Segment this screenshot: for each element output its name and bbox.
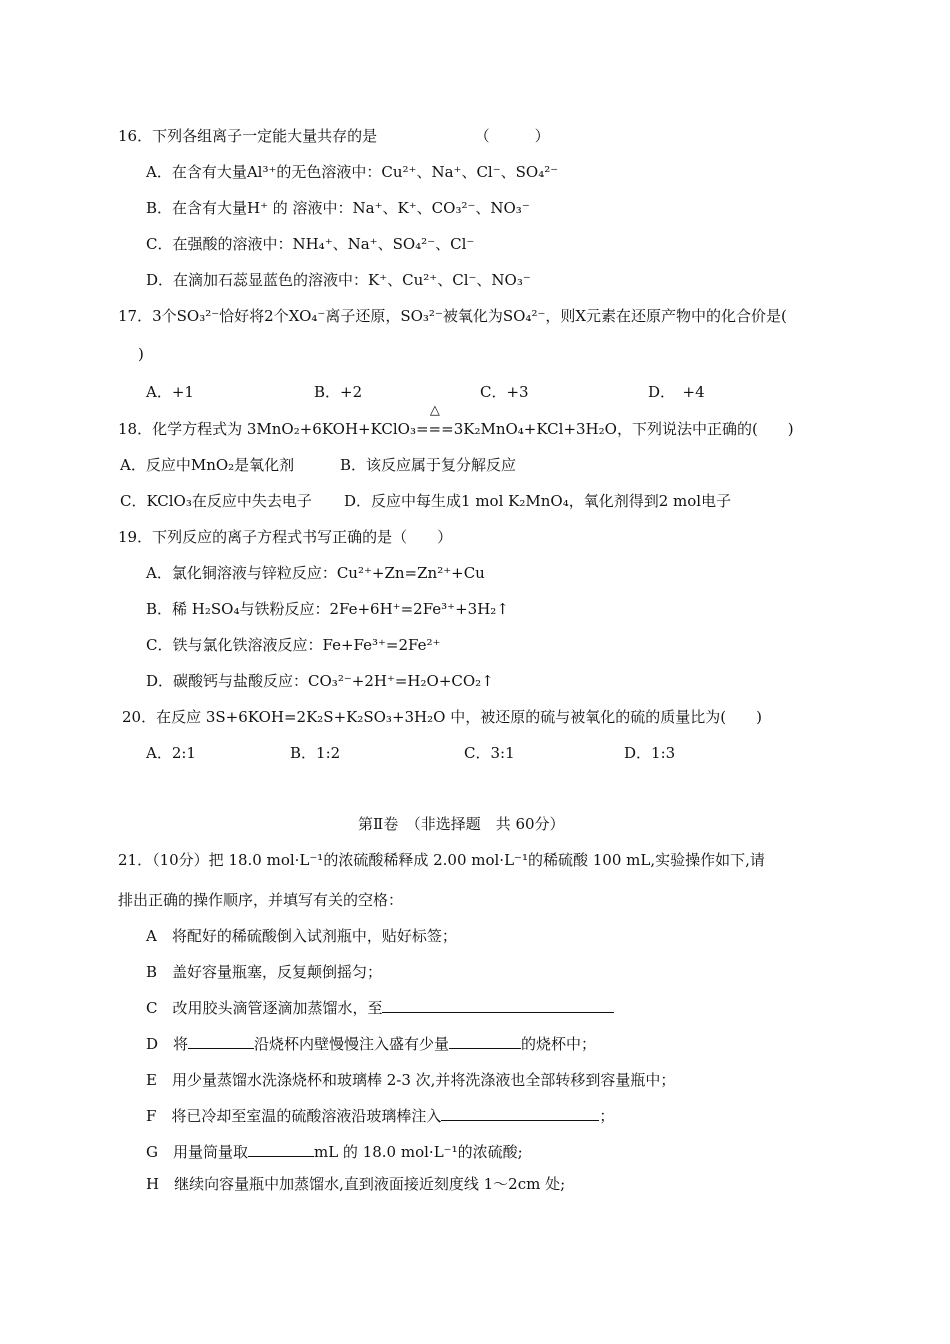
q19-option-b: B．稀 H₂SO₄与铁粉反应：2Fe+6H⁺=2Fe³⁺+3H₂↑ <box>146 600 509 618</box>
q21-step-a: A 将配好的稀硫酸倒入试剂瓶中，贴好标签； <box>146 927 457 945</box>
q21-step-e: E 用少量蒸馏水洗涤烧杯和玻璃棒 2-3 次,并将洗涤液也全部转移到容量瓶中； <box>146 1071 676 1089</box>
q21-step-g-post: mL 的 18.0 mol·L⁻¹的浓硫酸; <box>313 1143 523 1161</box>
q21-step-b: B 盖好容量瓶塞，反复颠倒摇匀； <box>146 963 383 981</box>
q18-option-d: D．反应中每生成1 mol K₂MnO₄，氧化剂得到2 mol电子 <box>344 492 732 510</box>
q17-stem: 17．3个SO₃²⁻恰好将2个XO₄⁻离子还原，SO₃²⁻被氧化为SO₄²⁻，则X元素在还原产物中的化合价是( <box>118 307 787 325</box>
q17-stem-end: ) <box>138 345 144 363</box>
q19-stem: 19．下列反应的离子方程式书写正确的是（ ） <box>118 528 453 546</box>
q16-option-c: C．在强酸的溶液中：NH₄⁺、Na⁺、SO₄²⁻、Cl⁻ <box>146 235 475 253</box>
q21-step-c <box>146 998 614 1018</box>
q21-stem-2: 排出正确的操作顺序，并填写有关的空格： <box>118 891 404 909</box>
q17-option-b: B．+2 <box>314 383 363 401</box>
q21-step-d-pre: D 将 <box>146 1035 189 1053</box>
q20-option-b: B．1:2 <box>290 744 341 762</box>
q20-stem: 20．在反应 3S+6KOH=2K₂S+K₂SO₃+3H₂O 中，被还原的硫与被氧化的硫的质量比为( ) <box>122 708 762 726</box>
q21-step-g-pre: G 用量筒量取 <box>146 1143 248 1161</box>
q18-option-c: C．KClO₃在反应中失去电子 <box>120 492 312 510</box>
q21-step-h: H 继续向容量瓶中加蒸馏水,直到液面接近刻度线 1～2cm 处; <box>146 1175 566 1193</box>
q18-stem-pre: 18．化学方程式为 3MnO₂+6KOH+KClO₃ <box>118 420 416 438</box>
q20-option-d: D．1:3 <box>624 744 676 762</box>
q16-option-d: D．在滴加石蕊显蓝色的溶液中：K⁺、Cu²⁺、Cl⁻、NO₃⁻ <box>146 271 531 289</box>
q17-option-c: C．+3 <box>480 383 529 401</box>
q16-option-a: A．在含有大量Al³⁺的无色溶液中：Cu²⁺、Na⁺、Cl⁻、SO₄²⁻ <box>146 163 559 181</box>
q20-option-a: A．2:1 <box>146 744 196 762</box>
q21-step-d <box>146 1034 596 1054</box>
q21-step-d-post: 的烧杯中； <box>521 1035 597 1053</box>
q19-option-a: A．氯化铜溶液与锌粒反应：Cu²⁺+Zn=Zn²⁺+Cu <box>146 564 485 582</box>
reaction-condition <box>415 403 454 439</box>
answer-blank-d2[interactable] <box>449 1034 521 1049</box>
heat-triangle: △ <box>429 403 440 418</box>
q21-step-f-post: ； <box>599 1107 615 1125</box>
q18-option-b: B．该反应属于复分解反应 <box>340 456 517 474</box>
q20-option-c: C．3:1 <box>464 744 515 762</box>
q17-option-a: A．+1 <box>146 383 194 401</box>
q21-step-g <box>146 1142 523 1162</box>
q21-stem: 21．（10分）把 18.0 mol·L⁻¹的浓硫酸稀释成 2.00 mol·L⁻¹的稀硫酸 100 mL,实验操作如下,请 <box>118 851 765 869</box>
q16-stem: 16．下列各组离子一定能大量共存的是 （ ） <box>118 127 550 145</box>
q18-option-a: A．反应中MnO₂是氧化剂 <box>120 456 295 474</box>
q17-option-d: D． +4 <box>648 383 705 401</box>
q21-step-f-pre: F 将已冷却至室温的硫酸溶液沿玻璃棒注入 <box>146 1107 442 1125</box>
section-title: 第Ⅱ卷 （非选择题 共 60分） <box>358 815 565 833</box>
answer-blank-g[interactable] <box>248 1142 314 1157</box>
q19-option-c: C．铁与氯化铁溶液反应：Fe+Fe³⁺=2Fe²⁺ <box>146 636 441 654</box>
answer-blank-f[interactable] <box>441 1106 599 1121</box>
answer-blank-c[interactable] <box>382 998 614 1013</box>
reaction-arrow: === <box>415 420 454 438</box>
q21-step-c-text: C 改用胶头滴管逐滴加蒸馏水，至 <box>146 999 383 1017</box>
answer-blank-d1[interactable] <box>188 1034 254 1049</box>
q21-step-f <box>146 1106 614 1126</box>
q16-option-b: B．在含有大量H⁺ 的 溶液中：Na⁺、K⁺、CO₃²⁻、NO₃⁻ <box>146 199 530 217</box>
q18-stem-post: 3K₂MnO₄+KCl+3H₂O，下列说法中正确的( ) <box>453 420 794 438</box>
q21-step-d-mid: 沿烧杯内壁慢慢注入盛有少量 <box>254 1035 450 1053</box>
q19-option-d: D．碳酸钙与盐酸反应：CO₃²⁻+2H⁺=H₂O+CO₂↑ <box>146 672 494 690</box>
q18-stem <box>118 403 794 439</box>
